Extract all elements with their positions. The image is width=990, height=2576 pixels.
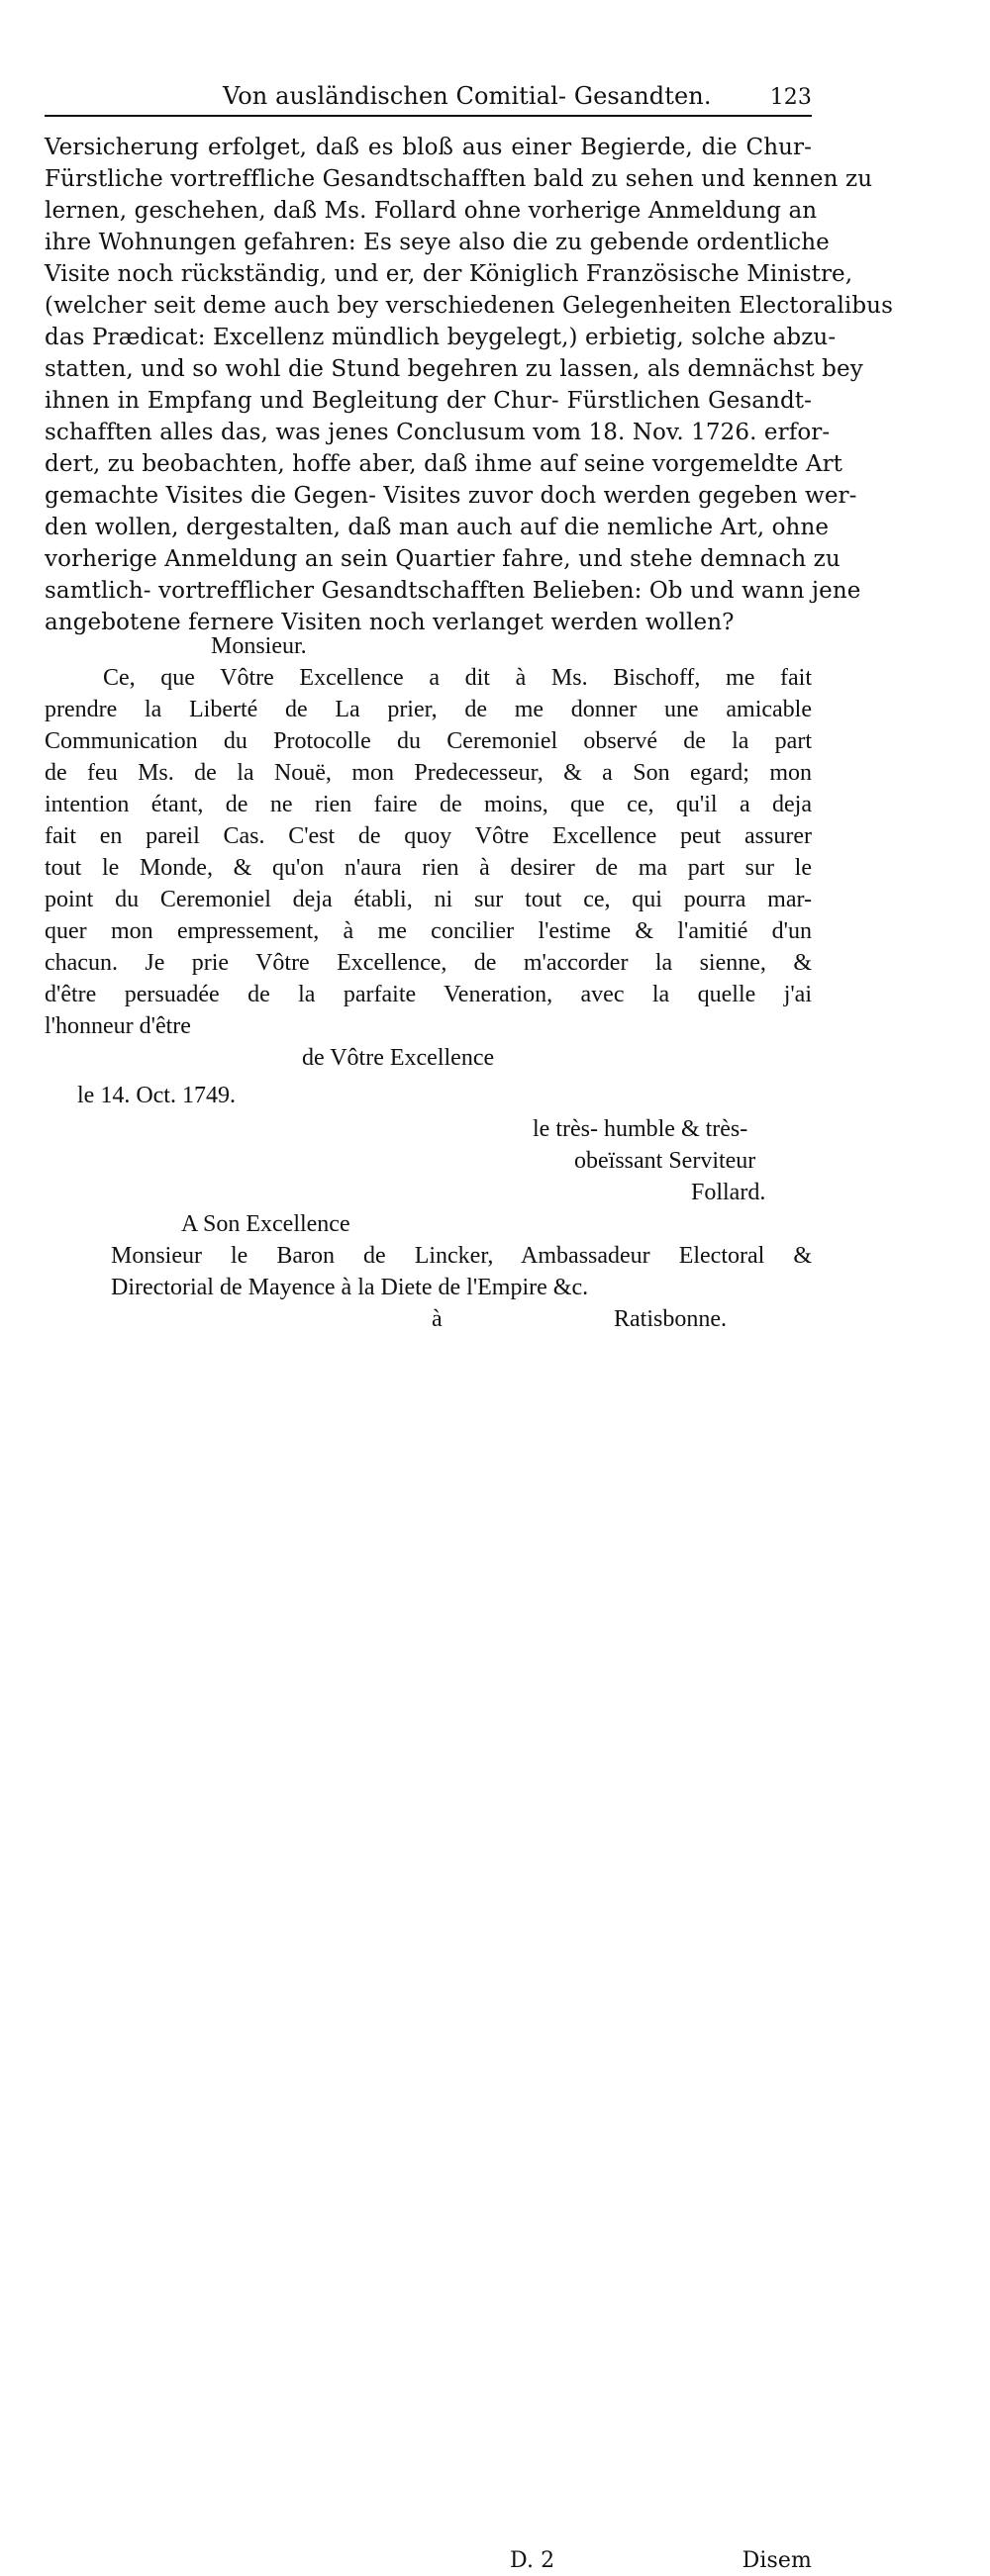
address-line: Directorial de Mayence à la Diete de l'Empire &c. [111, 1275, 589, 1300]
letter-salutation: Monsieur. [211, 633, 307, 659]
catchword: Disem [742, 2548, 812, 2573]
letter-line: de feu Ms. de la Nouë, mon Predecesseur, & a Son egard; mon [45, 760, 812, 786]
german-line: gemachte Visites die Gegen- Visites zuvor doch werden gegeben wer- [45, 483, 857, 509]
german-line: vorherige Anmeldung an sein Quartier fahre, und stehe demnach zu [45, 546, 841, 572]
letter-date: le 14. Oct. 1749. [77, 1083, 236, 1108]
running-title: Von ausländischen Comitial- Gesandten. [223, 82, 712, 110]
german-line: den wollen, dergestalten, daß man auch auf die nemliche Art, ohne [45, 515, 830, 540]
german-line: statten, und so wohl die Stund begehren zu lassen, als demnächst bey [45, 356, 863, 382]
german-line: dert, zu beobachten, hoffe aber, daß ihme auf seine vorgemeldte Art [45, 451, 843, 477]
page-number: 123 [769, 85, 812, 110]
german-line: lernen, geschehen, daß Ms. Follard ohne vorherige Anmeldung an [45, 198, 818, 224]
german-line: samtlich- vortrefflicher Gesandtschafften Belieben: Ob und wann jene [45, 578, 861, 604]
letter-line: d'être persuadée de la parfaite Veneration, avec la quelle j'ai [45, 982, 812, 1007]
german-line: schafften alles das, was jenes Conclusum vom 18. Nov. 1726. erfor- [45, 420, 831, 445]
german-line-final: angebotene fernere Visiten noch verlanget werden wollen? [45, 610, 735, 635]
page-header [45, 81, 812, 121]
signature-mark: D. 2 [510, 2548, 555, 2573]
letter-line: Communication du Protocolle du Ceremoniel observé de la part [45, 728, 812, 754]
address-line: A Son Excellence [181, 1211, 350, 1237]
letter-closing: de Vôtre Excellence [302, 1045, 495, 1071]
signature-line: obeïssant Serviteur [574, 1148, 756, 1174]
address-city: Ratisbonne. [614, 1306, 727, 1332]
german-line: das Prædicat: Excellenz mündlich beygelegt,) erbietig, solche abzu- [45, 325, 837, 350]
german-line: ihre Wohnungen gefahren: Es seye also die zu gebende ordentliche [45, 230, 830, 255]
header-rule [45, 115, 812, 117]
letter-line: chacun. Je prie Vôtre Excellence, de m'accorder la sienne, & [45, 950, 812, 976]
letter-line: quer mon empressement, à me concilier l'estime & l'amitié d'un [45, 918, 812, 944]
letter-line: fait en pareil Cas. C'est de quoy Vôtre Excellence peut assurer [45, 823, 812, 849]
letter-line: intention étant, de ne rien faire de moins, que ce, qu'il a deja [45, 792, 812, 817]
letter-line: point du Ceremoniel deja établi, ni sur tout ce, qui pourra mar- [45, 887, 812, 912]
address-line: Monsieur le Baron de Lincker, Ambassadeur Electoral & [111, 1243, 812, 1269]
german-line: Fürstliche vortreffliche Gesandtschafften bald zu sehen und kennen zu [45, 166, 873, 192]
signature-line: le très- humble & très- [533, 1116, 748, 1142]
letter-line: tout le Monde, & qu'on n'aura rien à desirer de ma part sur le [45, 855, 812, 881]
german-line: (welcher seit deme auch bey verschiedenen Gelegenheiten Electoralibus [45, 293, 893, 319]
letter-line: Ce, que Vôtre Excellence a dit à Ms. Bischoff, me fait [103, 665, 812, 691]
german-line: Versicherung erfolget, daß es bloß aus einer Begierde, die Chur- [45, 135, 812, 160]
signature-name: Follard. [691, 1180, 766, 1205]
address-line: à [432, 1306, 443, 1332]
german-line: ihnen in Empfang und Begleitung der Chur- Fürstlichen Gesandt- [45, 388, 812, 414]
german-line: Visite noch rückständig, und er, der Königlich Französische Ministre, [45, 261, 853, 287]
letter-line-final: l'honneur d'être [45, 1013, 191, 1039]
letter-line: prendre la Liberté de La prier, de me donner une amicable [45, 697, 812, 722]
